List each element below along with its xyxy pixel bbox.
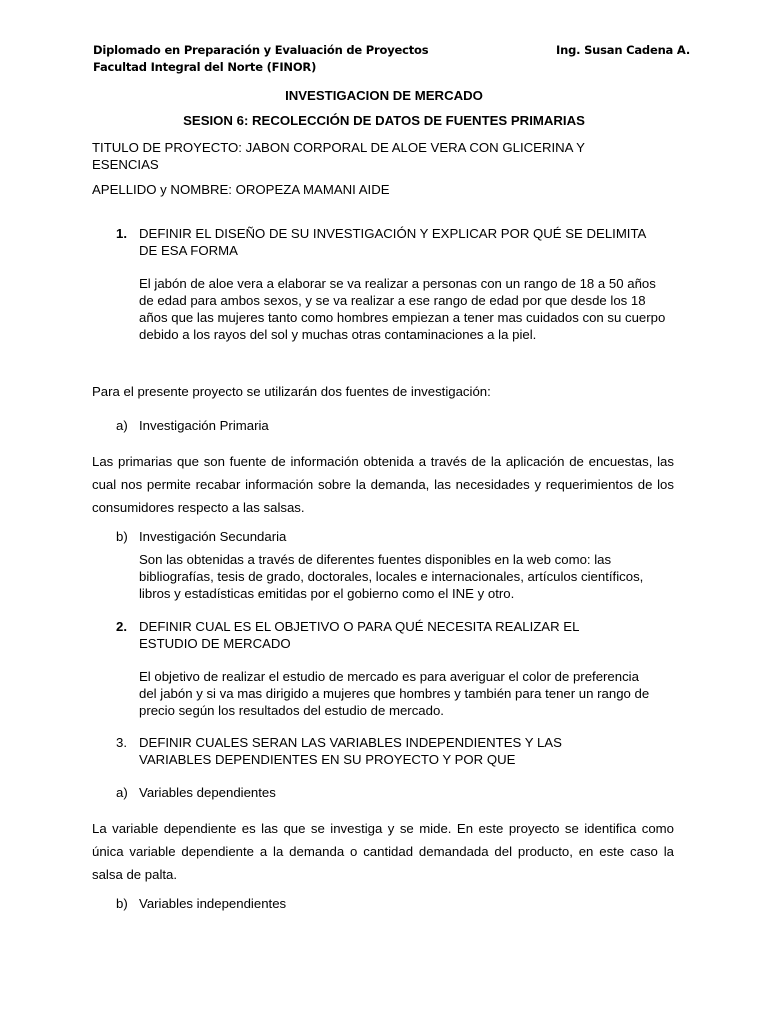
header-instructor: Ing. Susan Cadena A. bbox=[556, 43, 691, 57]
item-b-text: Son las obtenidas a través de diferentes fuentes disponibles en la web como: las bibliografías, tesis de grado, doctorales, locales e internacionales, artículos científicos, libros y estadísticas emitidas por el gobierno como el INE y otro. bbox=[139, 552, 644, 601]
primary-text: Las primarias que son fuente de información obtenida a través de la aplicación de encuestas, las cual nos permite recabar información sobre la demanda, las necesidades y requerimientos de los consumidores respecto a las salsas. bbox=[92, 454, 674, 515]
q1-answer: El jabón de aloe vera a elaborar se va realizar a personas con un rango de 18 a 50 años de edad para ambos sexos, y se va realizar a ese rango de edad por que desde los 18 años que las mujeres tanto como hombres empiezan a tener mas cuidados con su cuerpo debido a los rayos del sol y muchas otras contaminaciones a la piel. bbox=[139, 276, 666, 342]
var-dep-text: La variable dependiente es las que se investiga y se mide. En este proyecto se identifica como única variable dependiente a la demanda o cantidad demandada del producto, en este caso la salsa de palta. bbox=[92, 821, 674, 882]
var-b-marker: b) bbox=[116, 896, 128, 911]
q1-question: DEFINIR EL DISEÑO DE SU INVESTIGACIÓN Y EXPLICAR POR QUÉ SE DELIMITA DE ESA FORMA bbox=[139, 226, 646, 258]
item-b-marker: b) bbox=[116, 529, 128, 544]
q2-question: DEFINIR CUAL ES EL OBJETIVO O PARA QUÉ NECESITA REALIZAR EL ESTUDIO DE MERCADO bbox=[139, 619, 579, 651]
q2-answer: El objetivo de realizar el estudio de mercado es para averiguar el color de preferencia del jabón y si va mas dirigido a mujeres que hombres y también para tener un rango de precio según los resultados del estudio de mercado. bbox=[139, 669, 650, 718]
q1-number: 1. bbox=[116, 226, 127, 241]
q3-number: 3. bbox=[116, 735, 127, 750]
var-b-label: Variables independientes bbox=[139, 896, 287, 911]
q3-question: DEFINIR CUALES SERAN LAS VARIABLES INDEPENDIENTES Y LAS VARIABLES DEPENDIENTES EN SU PROYECTO Y POR QUE bbox=[139, 735, 562, 767]
q2-number: 2. bbox=[116, 619, 127, 634]
item-b-label: Investigación Secundaria bbox=[139, 529, 287, 544]
header-facultad: Facultad Integral del Norte (FINOR) bbox=[93, 60, 317, 74]
page-subtitle: SESION 6: RECOLECCIÓN DE DATOS DE FUENTES PRIMARIAS bbox=[183, 113, 585, 128]
author-line: APELLIDO y NOMBRE: OROPEZA MAMANI AIDE bbox=[92, 182, 390, 197]
page-title: INVESTIGACION DE MERCADO bbox=[285, 88, 483, 103]
project-title: TITULO DE PROYECTO: JABON CORPORAL DE ALOE VERA CON GLICERINA Y ESENCIAS bbox=[92, 140, 585, 172]
sources-intro: Para el presente proyecto se utilizarán dos fuentes de investigación: bbox=[92, 384, 491, 399]
item-a-label: Investigación Primaria bbox=[139, 418, 269, 433]
var-a-label: Variables dependientes bbox=[139, 785, 276, 800]
item-a-marker: a) bbox=[116, 418, 128, 433]
var-a-marker: a) bbox=[116, 785, 128, 800]
header-diplomado: Diplomado en Preparación y Evaluación de Proyectos bbox=[93, 43, 429, 57]
